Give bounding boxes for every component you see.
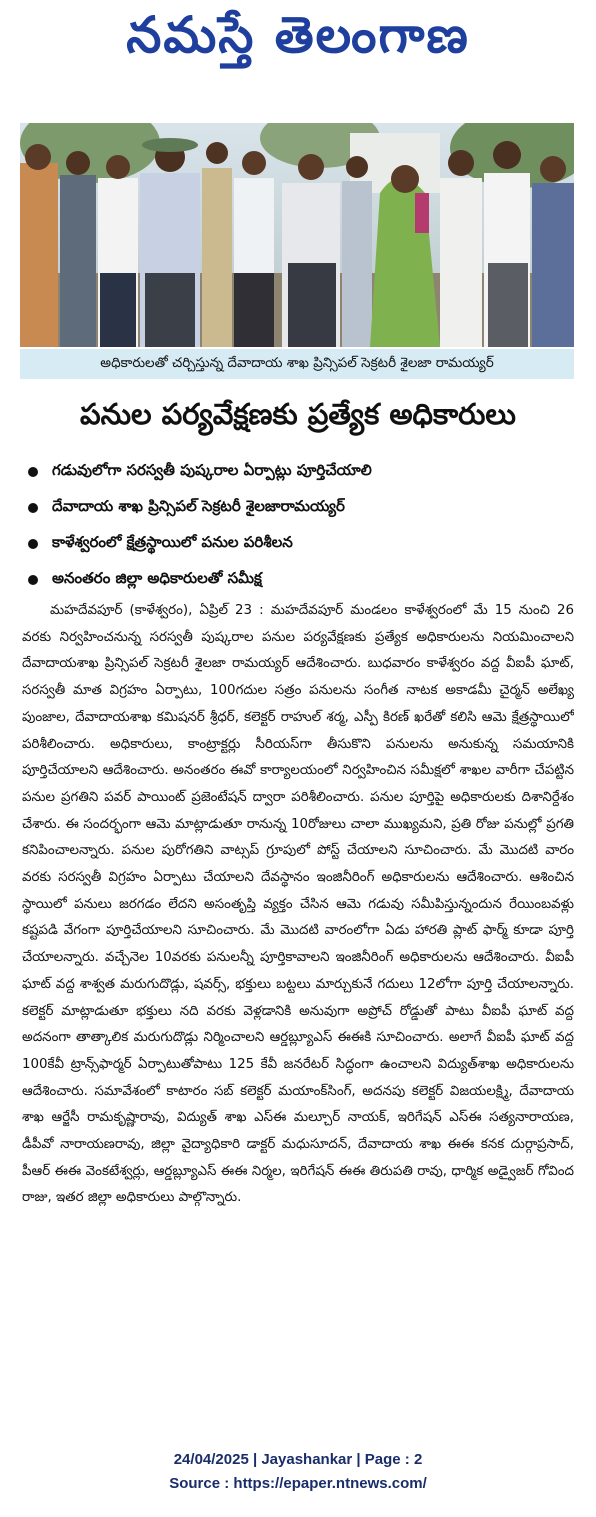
bullet-dot-icon: [28, 503, 38, 513]
news-photo: [20, 123, 574, 347]
bullet-item: [28, 490, 568, 526]
bullet-text: కాళేశ్వరంలో క్షేత్రస్థాయిలో పనుల పరిశీలన: [52, 533, 293, 551]
page-footer: [0, 1448, 596, 1496]
bullet-dot-icon: [28, 539, 38, 549]
photo-caption: అధికారులతో చర్చిస్తున్న దేవాదాయ శాఖ ప్రిన్సిపల్ సెక్రటరీ శైలజా రామయ్యర్: [20, 349, 574, 379]
bullet-text: అనంతరం జిల్లా అధికారులతో సమీక్ష: [52, 569, 262, 587]
footer-source-link[interactable]: Source : https://epaper.ntnews.com/: [169, 1475, 427, 1492]
masthead: [0, 0, 596, 82]
masthead-title: నమస్తే తెలంగాణ: [126, 5, 470, 64]
footer-dateline: 24/04/2025 | Jayashankar | Page : 2: [173, 1451, 423, 1468]
bullet-dot-icon: [28, 467, 38, 477]
bullet-dot-icon: [28, 575, 38, 585]
bullet-text: దేవాదాయ శాఖ ప్రిన్సిపల్ సెక్రటరీ శైలజారామయ్యర్: [52, 497, 345, 515]
bullet-item: [28, 526, 568, 562]
bullet-item: [28, 562, 568, 598]
article-body: మహదేవపూర్ (కాళేశ్వరం), ఏప్రిల్ 23 : మహదేవపూర్ మండలం కాళేశ్వరంలో మే 15 నుంచి 26 వరకు నిర్వహించనున్న సరస్వతీ పుష్కరాల పనుల పర్యవేక్షణకు ప్రత్యేక అధికారులను నియమించాలని దేవాదాయశాఖ ప్రిన్సిపల్ సెక్రటరీ శైలజా రామయ్యర్ ఆదేశించారు. బుధవారం కాళేశ్వరం వద్ద వీఐపీ ఘాట్, సరస్వతీ మాత విగ్రహం ఏర్పాటు, 100గదుల సత్రం పనులను సంగీత నాటక అకాడమీ చైర్మన్ అలేఖ్య పుంజాల, దేవాదాయశాఖ కమిషనర్ శ్రీధర్, కలెక్టర్ రాహుల్ శర్మ, ఎస్పీ కిరణ్ ఖరేతో కలిసి ఆమె క్షేత్రస్థాయిలో పరిశీలించారు. అధికారులు, కాంట్రాక్టర్లు సీరియస్‌గా తీసుకొని పనులను అనుకున్న సమయానికి పూర్తిచేయాలని ఆదేశించారు. అనంతరం ఈవో కార్యాలయంలో నిర్వహించిన సమీక్షలో శాఖల వారీగా చేపట్టిన పనుల ప్రగతిని పవర్ పాయింట్ ప్రజెంటేషన్ ద్వారా పరిశీలించారు. పనుల పూర్తిపై అధికారులకు దిశానిర్దేశం చేశారు. ఈ సందర్భంగా ఆమె మాట్లాడుతూ రానున్న 10రోజులు చాలా ముఖ్యమని, ప్రతి రోజు పనుల్లో ప్రగతి కనిపించాలన్నారు. పనుల పురోగతిని వాట్సప్ గ్రూపులో పోస్ట్ చేయాలని సూచించారు. మే మొదటి వారం వరకు సరస్వతీ విగ్రహం ఏర్పాటు చేయాలని దేవస్థానం ఇంజినీరింగ్ అధికారులను ఆదేశించారు. ఆశించిన స్థాయిలో పనులు జరగడం లేదని అసంతృప్తి వ్యక్తం చేసిన ఆమె గడువు సమీపిస్తున్నందున రేయింబవళ్లు కష్టపడి వేగంగా పూర్తిచేయాలని సూచించారు. మే మొదటి వారంలోగా ఏడు హారతి ప్లాట్ ఫార్మ్ కూడా పూర్తి చేయాలన్నారు. వచ్చేనెల 10వరకు పనులన్నీ పూర్తికావాలని ఇంజినీరింగ్ అధికారులను ఆదేశించారు. వీఐపీ ఘాట్ వద్ద శాశ్వత మరుగుదొడ్లు, షవర్స్, భక్తులు బట్టలు మార్చుకునే గదులు 12లోగా పూర్తి చేయాలన్నారు. కలెక్టర్ మాట్లాడుతూ భక్తులు నది వరకు వెళ్లడానికి అనువుగా అప్రోచ్ రోడ్డుతో పాటు వీఐపీ ఘాట్ వద్ద అదనంగా తాత్కాలిక మరుగుదొడ్లు నిర్మించాలని ఆర్డబ్ల్యూఎస్ ఈఈకి సూచించారు. అలాగే వీఐపీ ఘాట్ వద్ద 100కేవీ ట్రాన్స్‌ఫార్మర్ ఏర్పాటుతోపాటు 125 కేవీ జనరేటర్ సిద్ధంగా ఉంచాలని విద్యుత్‌శాఖ అధికారులను ఆదేశించారు. సమావేశంలో కాటారం సబ్ కలెక్టర్ మయాంక్‌సింగ్, అదనపు కలెక్టర్ విజయలక్ష్మి, దేవాదాయ శాఖ ఆర్జేసీ రామకృష్ణారావు, విద్యుత్ శాఖ ఎస్‌ఈ మల్చూర్ నాయక్, ఇరిగేషన్ ఎస్‌ఈ సత్యనారాయణ, డీపీవో నారాయణరావు, జిల్లా వైద్యాధికారి డాక్టర్ మధుసూదన్, దేవాదాయ శాఖ ఈఈ కనక దుర్గాప్రసాద్, పీఆర్ ఈఈ వెంకటేశ్వర్లు, ఆర్డబ్ల్యూఎస్ ఈఈ నిర్మల, ఇరిగేషన్ ఈఈ తిరుపతి రావు, ధార్మిక అడ్వైజర్ గోవింద రాజు, ఇతర జిల్లా అధికారులు పాల్గొన్నారు.: [22, 603, 574, 1206]
highlight-bullets: [28, 454, 568, 598]
bullet-item: [28, 454, 568, 490]
news-photo-image: [20, 123, 574, 347]
bullet-text: గడువులోగా సరస్వతీ పుష్కరాల ఏర్పాట్లు పూర్తిచేయాలి: [52, 461, 372, 479]
article-headline: పనుల పర్యవేక్షణకు ప్రత్యేక అధికారులు: [80, 397, 516, 431]
